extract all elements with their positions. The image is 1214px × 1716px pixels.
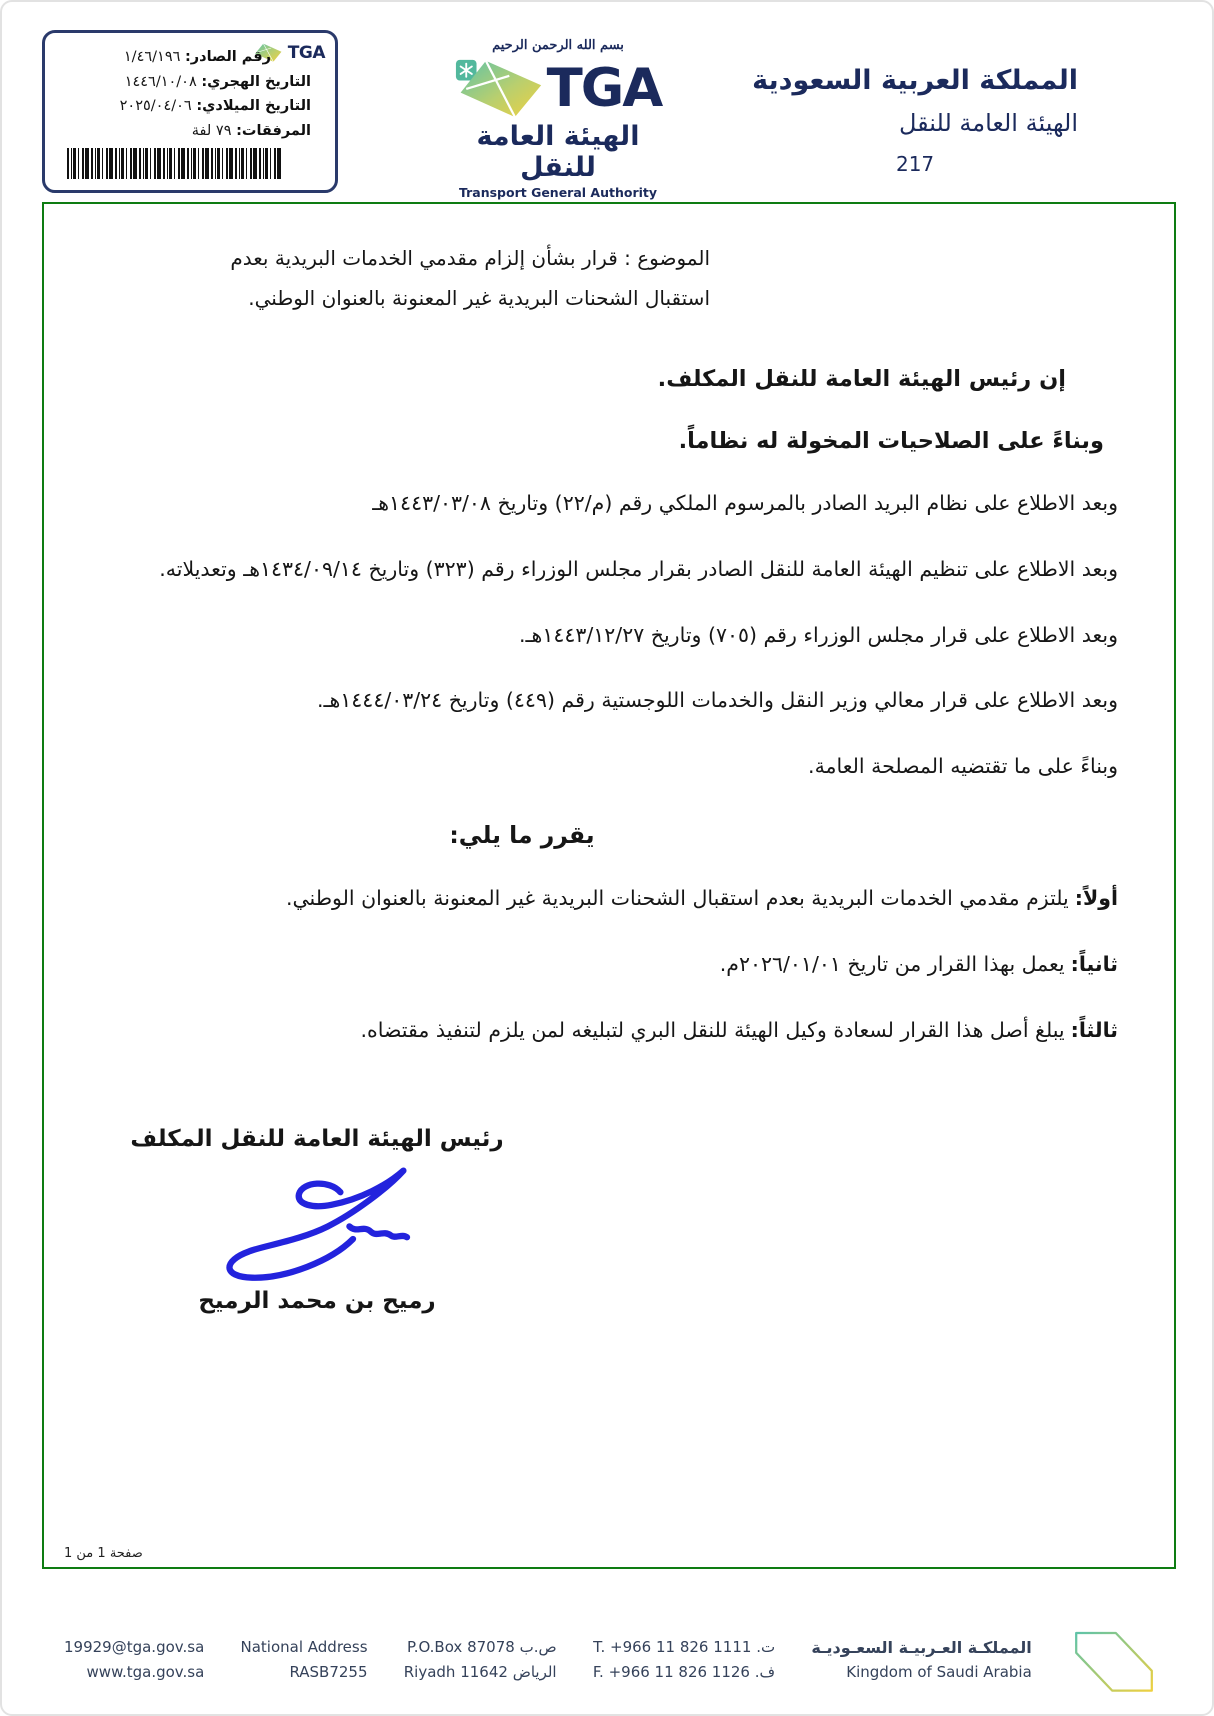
signatory-name: رميح بن محمد الرميح xyxy=(198,1288,436,1315)
preamble-heading-1: إن رئيس الهيئة العامة للنقل المكلف. xyxy=(657,366,1066,392)
hijri-date-value: ١٤٤٦/١٠/٠٨ xyxy=(124,73,197,90)
footer-email: 19929@tga.gov.sa xyxy=(64,1638,205,1656)
attachments-value: ٧٩ لفة xyxy=(191,122,232,139)
pobox-ar: ص.ب xyxy=(519,1638,557,1656)
barcode xyxy=(67,148,283,179)
signature-block xyxy=(122,1126,512,1314)
attachments-row xyxy=(69,119,311,144)
pobox-line xyxy=(404,1635,557,1660)
decision-item-2 xyxy=(100,948,1118,981)
tga-emblem-icon xyxy=(455,57,543,119)
footer-pobox xyxy=(404,1635,557,1685)
footer-contact-web xyxy=(64,1635,204,1685)
fax-line xyxy=(593,1660,775,1685)
subject-line-1: الموضوع : قرار بشأن إلزام مقدمي الخدمات البريدية بعدم xyxy=(230,246,710,270)
preamble-heading-2: وبناءً على الصلاحيات المخولة له نظاماً. xyxy=(678,428,1104,454)
hijri-date-label: التاريخ الهجري: xyxy=(201,73,311,90)
footer-website: www.tga.gov.sa xyxy=(86,1663,205,1681)
pobox-en: P.O.Box 87078 xyxy=(406,1638,515,1656)
national-address-label: National Address xyxy=(240,1638,368,1656)
attachments-label: المرفقات: xyxy=(236,122,311,139)
page-number: صفحة 1 من 1 xyxy=(64,1546,143,1561)
recital-paragraph-4: وبعد الاطلاع على قرار معالي وزير النقل والخدمات اللوجستية رقم (٤٤٩) وتاريخ ١٤٤٤/٠٣/٢٤هـ. xyxy=(316,688,1118,713)
decision-item-3 xyxy=(100,1014,1118,1047)
decision-item-1 xyxy=(100,882,1118,915)
document-info-box xyxy=(42,30,338,193)
national-address-code: RASB7255 xyxy=(289,1663,368,1681)
tel-ar: ت. xyxy=(756,1638,776,1656)
decision-body xyxy=(42,202,1176,1569)
signature-icon xyxy=(197,1158,437,1284)
authority-title: الهيئة العامة للنقل xyxy=(898,109,1078,137)
gregorian-date-value: ٢٠٢٥/٠٤/٠٦ xyxy=(119,98,192,114)
footer-phones xyxy=(593,1635,775,1685)
subject-line-2: استقبال الشحنات البريدية غير المعنونة بالعنوان الوطني. xyxy=(248,286,710,310)
city-line xyxy=(404,1660,557,1685)
kingdom-english: Kingdom of Saudi Arabia xyxy=(846,1663,1032,1681)
tga-logo-acronym: TGA xyxy=(546,57,662,119)
issue-number-label: رقم الصادر: xyxy=(185,49,271,65)
subject-block xyxy=(155,238,710,318)
tga-logo-english-name: Transport General Authority xyxy=(458,185,658,200)
gregorian-date-row xyxy=(69,94,311,119)
city-ar: الرياض xyxy=(512,1663,557,1681)
gregorian-date-label: التاريخ الميلادي: xyxy=(196,98,311,114)
issue-number-value: ١/٤٦/١٩٦ xyxy=(123,49,181,65)
letterhead-right xyxy=(752,60,1078,184)
bismillah-calligraphy: بسم الله الرحمن الرحيم xyxy=(492,38,624,53)
decision-heading: يقرر ما يلي: xyxy=(449,820,595,849)
decision-item-1-label: أولاً: xyxy=(1074,885,1118,910)
letterhead-number: 217 xyxy=(895,152,935,176)
kingdom-title: المملكة العربية السعودية xyxy=(752,65,1078,96)
fax-ar: ف. xyxy=(754,1663,776,1681)
tel-en: T. +966 11 826 1111 xyxy=(593,1638,752,1656)
issue-number-row xyxy=(69,45,271,70)
recital-paragraph-1: وبعد الاطلاع على نظام البريد الصادر بالمرسوم الملكي رقم (م/٢٢) وتاريخ ١٤٤٣/٠٣/٠٨هـ xyxy=(372,491,1118,515)
footer-kingdom xyxy=(811,1635,1031,1685)
tga-small-logo-text: TGA xyxy=(287,43,325,63)
tga-outline-logo-icon xyxy=(1068,1624,1160,1696)
tel-line xyxy=(593,1635,775,1660)
tga-logo-arabic-name: الهيئة العامة للنقل xyxy=(476,121,640,183)
signatory-title: رئيس الهيئة العامة للنقل المكلف xyxy=(130,1126,504,1153)
decision-item-2-text: يعمل بهذا القرار من تاريخ ٢٠٢٦/٠١/٠١م. xyxy=(719,951,1065,976)
decision-item-3-label: ثالثاً: xyxy=(1070,1017,1118,1042)
recital-paragraph-5: وبناءً على ما تقتضيه المصلحة العامة. xyxy=(808,754,1118,779)
city-en: Riyadh 11642 xyxy=(403,1663,508,1681)
tga-main-logo xyxy=(440,38,676,200)
footer-national-address xyxy=(241,1635,368,1685)
info-rows xyxy=(45,45,335,143)
kingdom-arabic: المملكـة العـربيـة السعـوديـة xyxy=(811,1638,1032,1657)
recital-paragraph-3: وبعد الاطلاع على قرار مجلس الوزراء رقم (٧٠٥) وتاريخ ١٤٤٣/١٢/٢٧هـ. xyxy=(518,622,1118,647)
decision-item-2-label: ثانياً: xyxy=(1070,951,1118,976)
fax-en: F. +966 11 826 1126 xyxy=(592,1663,750,1681)
recital-paragraph-2: وبعد الاطلاع على تنظيم الهيئة العامة للنقل الصادر بقرار مجلس الوزراء رقم (٣٢٣) وتاريخ ١٤٣٤/٠٩/١٤هـ وتعديلاته. xyxy=(159,556,1118,581)
footer xyxy=(64,1622,1160,1698)
hijri-date-row xyxy=(69,70,311,95)
decision-item-1-text: يلتزم مقدمي الخدمات البريدية بعدم استقبال الشحنات البريدية غير المعنونة بالعنوان الوطني. xyxy=(285,885,1069,910)
decision-item-3-text: يبلغ أصل هذا القرار لسعادة وكيل الهيئة للنقل البري لتبليغه لمن يلزم لتنفيذ مقتضاه. xyxy=(360,1017,1065,1042)
